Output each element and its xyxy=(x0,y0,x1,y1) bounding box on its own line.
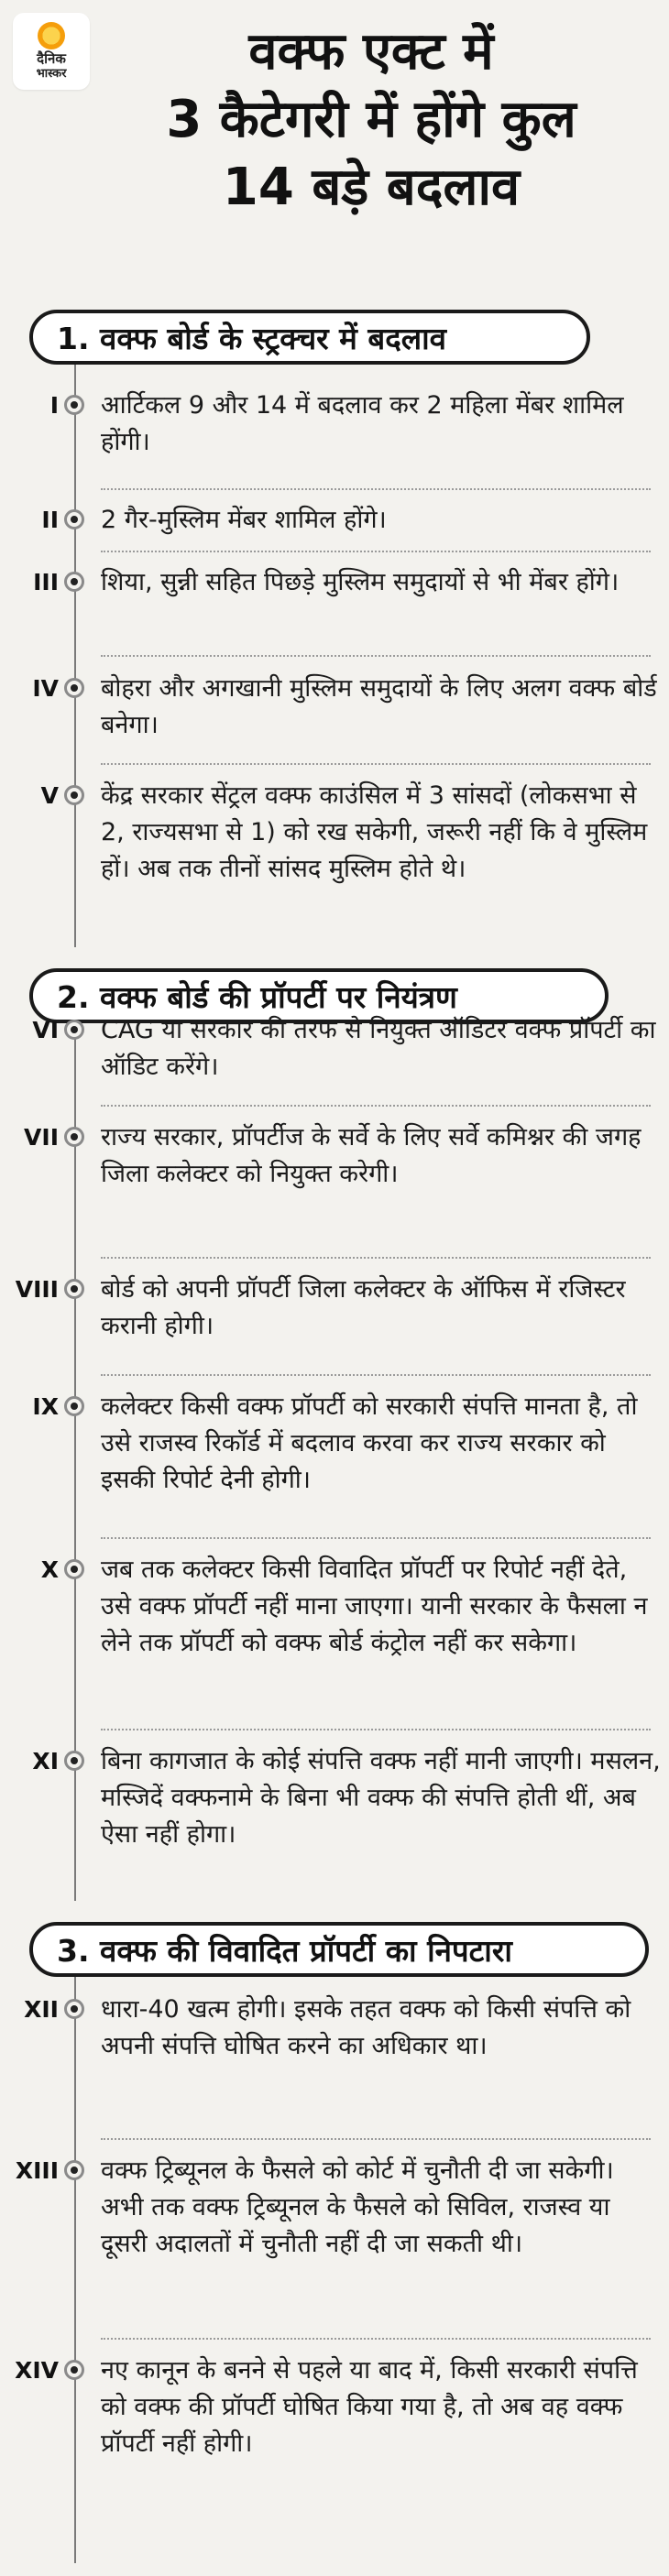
bullet-dot-icon xyxy=(64,785,84,805)
item-number: X xyxy=(40,1556,59,1583)
bullet-dot-icon xyxy=(64,509,84,529)
bullet-dot-icon xyxy=(64,1559,84,1579)
title-line-3: 14 बड़े बदलाव xyxy=(222,158,521,217)
page-title xyxy=(82,18,660,222)
divider xyxy=(101,488,651,490)
bullet-dot-icon xyxy=(64,395,84,415)
logo-line-2: भास्कर xyxy=(36,67,67,81)
divider xyxy=(101,2338,651,2340)
divider xyxy=(101,763,651,765)
bullet-dot-icon xyxy=(64,1020,84,1040)
item-number: XI xyxy=(32,1748,59,1774)
title-line-1: वक्फ एक्ट में xyxy=(248,22,494,82)
item-text: वक्फ ट्रिब्यूनल के फैसले को कोर्ट में चुनौती दी जा सकेगी। अभी तक वक्फ ट्रिब्यूनल के फैसले को सिविल, राजस्व या दूसरी अदालतों में चुनौती नहीं दी जा सकती थी। xyxy=(101,2156,614,2258)
item-text: शिया, सुन्नी सहित पिछड़े मुस्लिम समुदायों से भी मेंबर होंगे। xyxy=(101,568,620,596)
item-number: XIV xyxy=(15,2357,59,2384)
item-number: IX xyxy=(32,1393,59,1420)
divider xyxy=(101,655,651,657)
section-heading-dispute-resolution: 3. वक्फ की विवादित प्रॉपर्टी का निपटारा xyxy=(29,1922,649,1977)
item-text: बोर्ड को अपनी प्रॉपर्टी जिला कलेक्टर के ऑफिस में रजिस्टर करानी होगी। xyxy=(101,1275,626,1340)
item-text: बिना कागजात के कोई संपत्ति वक्फ नहीं मानी जाएगी। मसलन, मस्जिदें वक्फनामे के बिना भी वक्फ की संपत्ति होती थीं, अब ऐसा नहीं होगा। xyxy=(101,1747,661,1849)
divider xyxy=(101,1537,651,1539)
bullet-dot-icon xyxy=(64,572,84,592)
item-number: I xyxy=(49,392,59,419)
section-heading-structure: 1. वक्फ बोर्ड के स्ट्रक्चर में बदलाव xyxy=(29,310,590,365)
bullet-dot-icon xyxy=(64,2360,84,2380)
item-number: V xyxy=(40,782,59,809)
bullet-dot-icon xyxy=(64,1396,84,1416)
item-number: III xyxy=(33,569,59,595)
item-text: कलेक्टर किसी वक्फ प्रॉपर्टी को सरकारी संपत्ति मानता है, तो उसे राजस्व रिकॉर्ड में बदलाव करवा कर राज्य सरकार को इसकी रिपोर्ट देनी होगी। xyxy=(101,1392,638,1494)
bullet-dot-icon xyxy=(64,1999,84,2019)
item-number: XIII xyxy=(15,2157,59,2184)
timeline-line-3 xyxy=(74,1977,76,2563)
item-text: राज्य सरकार, प्रॉपर्टीज के सर्वे के लिए सर्वे कमिश्नर की जगह जिला कलेक्टर को नियुक्त करेगी। xyxy=(101,1123,642,1188)
divider xyxy=(101,1374,651,1376)
bullet-dot-icon xyxy=(64,2160,84,2180)
item-text: धारा-40 खत्म होगी। इसके तहत वक्फ को किसी संपत्ति को अपनी संपत्ति घोषित करने का अधिकार था। xyxy=(101,1995,631,2060)
item-number: VI xyxy=(32,1017,59,1043)
bullet-dot-icon xyxy=(64,1279,84,1299)
item-text: केंद्र सरकार सेंट्रल वक्फ काउंसिल में 3 सांसदों (लोकसभा से 2, राज्यसभा से 1) को रख सकेगी, जरूरी नहीं कि वे मुस्लिम हों। अब तक तीनों सांसद मुस्लिम होते थे। xyxy=(101,781,648,883)
item-text: 2 गैर-मुस्लिम मेंबर शामिल होंगे। xyxy=(101,506,387,534)
item-number: VIII xyxy=(15,1276,59,1303)
divider xyxy=(101,551,651,552)
divider xyxy=(101,1729,651,1730)
bullet-dot-icon xyxy=(64,1751,84,1771)
bullet-dot-icon xyxy=(64,1127,84,1147)
item-text: आर्टिकल 9 और 14 में बदलाव कर 2 महिला मेंबर शामिल होंगी। xyxy=(101,391,624,456)
divider xyxy=(101,1257,651,1259)
item-number: VII xyxy=(24,1124,59,1151)
dainik-bhaskar-logo xyxy=(13,13,90,90)
item-text: नए कानून के बनने से पहले या बाद में, किसी सरकारी संपत्ति को वक्फ की प्रॉपर्टी घोषित किया गया है, तो अब वह वक्फ प्रॉपर्टी नहीं होगी। xyxy=(101,2356,638,2458)
item-text: जब तक कलेक्टर किसी विवादित प्रॉपर्टी पर रिपोर्ट नहीं देते, उसे वक्फ प्रॉपर्टी नहीं माना जाएगा। यानी सरकार के फैसला न लेने तक प्रॉपर्टी को वक्फ बोर्ड कंट्रोल नहीं कर सकेगा। xyxy=(101,1555,648,1657)
divider xyxy=(101,2138,651,2140)
sun-icon xyxy=(38,22,65,49)
item-number: IV xyxy=(32,675,59,702)
item-number: II xyxy=(41,507,59,533)
item-text: बोहरा और अगखानी मुस्लिम समुदायों के लिए अलग वक्फ बोर्ड बनेगा। xyxy=(101,674,657,739)
bullet-dot-icon xyxy=(64,678,84,698)
divider xyxy=(101,1105,651,1107)
item-number: XII xyxy=(24,1996,59,2023)
title-line-2: 3 कैटेगरी में होंगे कुल xyxy=(166,90,576,149)
section-heading-property-control: 2. वक्फ बोर्ड की प्रॉपर्टी पर नियंत्रण xyxy=(29,968,609,1023)
logo-line-1: दैनिक xyxy=(37,50,66,67)
timeline-line-1 xyxy=(74,365,76,947)
item-text: CAG या सरकार की तरफ से नियुक्त ऑडिटर वक्फ प्रॉपर्टी का ऑडिट करेंगे। xyxy=(101,1016,656,1081)
